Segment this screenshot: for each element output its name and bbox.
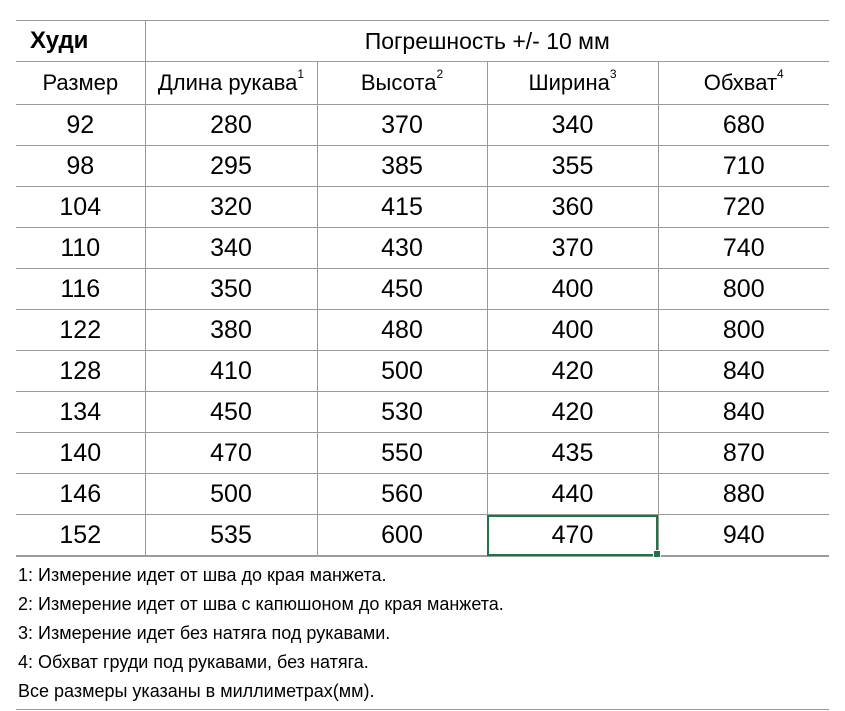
table-row [16,269,829,310]
cell-girth[interactable]: 710 [658,146,829,187]
header-size[interactable] [16,62,145,105]
header-width[interactable] [487,62,658,105]
header-height[interactable] [317,62,487,105]
cell-height[interactable]: 480 [317,310,487,351]
cell-girth[interactable]: 800 [658,310,829,351]
cell-sleeve-length[interactable]: 500 [145,474,317,515]
table-row [16,515,829,556]
header-footnote-mark: 1 [297,67,305,81]
table-row [16,474,829,515]
header-label: Длина рукава [157,70,298,95]
tolerance-cell[interactable]: Погрешность +/- 10 мм [145,21,829,62]
cell-width[interactable]: 470 [487,515,658,556]
cell-size[interactable]: 140 [16,433,145,474]
cell-size[interactable]: 116 [16,269,145,310]
cell-girth[interactable]: 880 [658,474,829,515]
cell-height[interactable]: 600 [317,515,487,556]
cell-sleeve-length[interactable]: 535 [145,515,317,556]
cell-height[interactable]: 530 [317,392,487,433]
cell-height[interactable]: 450 [317,269,487,310]
cell-sleeve-length[interactable]: 450 [145,392,317,433]
fill-handle[interactable] [653,550,661,558]
cell-size[interactable]: 146 [16,474,145,515]
cell-sleeve-length[interactable]: 410 [145,351,317,392]
header-footnote-mark: 3 [609,67,617,81]
cell-size[interactable]: 152 [16,515,145,556]
header-footnote-mark: 2 [436,67,444,81]
cell-girth[interactable]: 740 [658,228,829,269]
cell-width[interactable]: 420 [487,392,658,433]
header-girth[interactable] [658,62,829,105]
table-row [16,105,829,146]
cell-width[interactable]: 400 [487,269,658,310]
cell-sleeve-length[interactable]: 380 [145,310,317,351]
cell-size[interactable]: 104 [16,187,145,228]
cell-width[interactable]: 420 [487,351,658,392]
cell-sleeve-length[interactable]: 280 [145,105,317,146]
table-row [16,392,829,433]
cell-girth[interactable]: 940 [658,515,829,556]
table-title-cell[interactable]: Худи [16,21,145,62]
cell-girth[interactable]: 840 [658,351,829,392]
cell-height[interactable]: 415 [317,187,487,228]
cell-girth[interactable]: 800 [658,269,829,310]
table-row [16,187,829,228]
cell-height[interactable]: 370 [317,105,487,146]
cell-sleeve-length[interactable]: 350 [145,269,317,310]
title-row [16,21,829,62]
cell-width[interactable]: 440 [487,474,658,515]
cell-width[interactable]: 400 [487,310,658,351]
table-row [16,146,829,187]
cell-size[interactable]: 92 [16,105,145,146]
cell-size[interactable]: 128 [16,351,145,392]
header-label: Ширина [528,70,610,95]
cell-height[interactable]: 560 [317,474,487,515]
footnote-line: 1: Измерение идет от шва до края манжета. [18,565,387,585]
footnotes [16,556,829,710]
cell-height[interactable]: 430 [317,228,487,269]
cell-sleeve-length[interactable]: 320 [145,187,317,228]
cell-width[interactable]: 355 [487,146,658,187]
cell-girth[interactable]: 680 [658,105,829,146]
cell-girth[interactable]: 720 [658,187,829,228]
header-label: Высота [360,70,437,95]
header-footnote-mark: 4 [777,67,784,81]
cell-girth[interactable]: 840 [658,392,829,433]
footnote-line: 4: Обхват груди под рукавами, без натяга. [18,652,369,672]
size-chart-sheet [16,20,829,710]
header-label: Обхват [703,70,778,95]
footnote-line: 3: Измерение идет без натяга под рукавами. [18,623,391,643]
cell-sleeve-length[interactable]: 340 [145,228,317,269]
cell-width[interactable]: 370 [487,228,658,269]
cell-sleeve-length[interactable]: 470 [145,433,317,474]
cell-width[interactable]: 340 [487,105,658,146]
footnote-line: Все размеры указаны в миллиметрах(мм). [18,681,375,701]
table-row [16,228,829,269]
cell-size[interactable]: 122 [16,310,145,351]
cell-width[interactable]: 435 [487,433,658,474]
header-label: Размер [42,70,119,95]
cell-size[interactable]: 98 [16,146,145,187]
cell-width[interactable]: 360 [487,187,658,228]
table-row [16,351,829,392]
header-row [16,62,829,105]
size-table [16,20,829,556]
cell-height[interactable]: 385 [317,146,487,187]
table-row [16,310,829,351]
cell-sleeve-length[interactable]: 295 [145,146,317,187]
cell-size[interactable]: 110 [16,228,145,269]
header-sleeve-length[interactable] [145,62,317,105]
table-row [16,433,829,474]
cell-height[interactable]: 500 [317,351,487,392]
cell-height[interactable]: 550 [317,433,487,474]
footnote-line: 2: Измерение идет от шва с капюшоном до края манжета. [18,594,504,614]
cell-girth[interactable]: 870 [658,433,829,474]
cell-size[interactable]: 134 [16,392,145,433]
